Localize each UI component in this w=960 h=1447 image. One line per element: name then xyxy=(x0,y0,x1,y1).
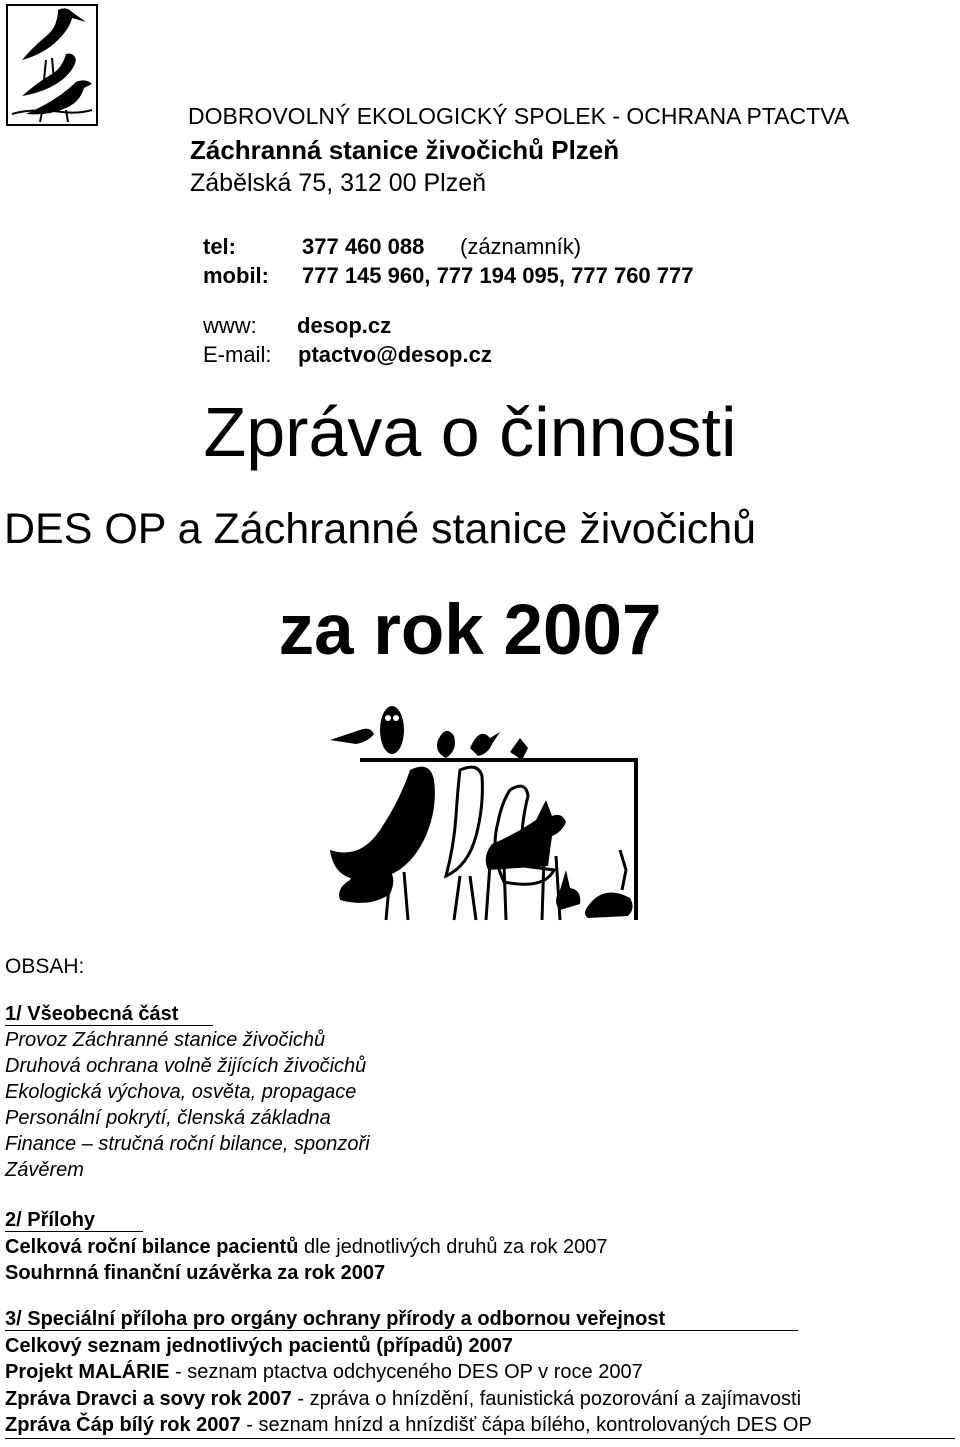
section2-item: Souhrnná finanční uzávěrka za rok 2007 xyxy=(5,1262,386,1284)
birds-logo-icon xyxy=(6,4,98,126)
section1-item: Personální pokrytí, členská základna xyxy=(5,1107,331,1129)
section3-item: Zpráva Čáp bílý rok 2007 - seznam hnízd a hnízdišť čápa bílého, kontrolovaných DES OP xyxy=(5,1414,812,1436)
section3-item: Projekt MALÁRIE - seznam ptactva odchyceného DES OP v roce 2007 xyxy=(5,1361,643,1383)
tel-note: (záznamník) xyxy=(460,234,582,259)
www-label: www: xyxy=(203,313,257,338)
mobile-value: 777 145 960, 777 194 095, 777 760 777 xyxy=(302,263,694,288)
www-value[interactable]: desop.cz xyxy=(297,313,392,338)
section3-item: Zpráva Dravci a sovy rok 2007 - zpráva o hnízdění, faunistická pozorování a zajímavosti xyxy=(5,1388,802,1410)
animals-illustration-icon xyxy=(320,700,640,925)
section3-item: Celkový seznam jednotlivých pacientů (případů) 2007 xyxy=(5,1335,513,1357)
station-name: Záchranná stanice živočichů Plzeň xyxy=(190,135,620,165)
org-name: DOBROVOLNÝ EKOLOGICKÝ SPOLEK - OCHRANA PTACTVA xyxy=(188,103,850,129)
section1-title: 1/ Všeobecná část xyxy=(5,1003,179,1025)
tel-value: 377 460 088 xyxy=(302,234,425,259)
section3-underline xyxy=(5,1330,798,1331)
section2-underline xyxy=(5,1231,143,1232)
address: Zábělská 75, 312 00 Plzeň xyxy=(190,169,487,197)
section1-item: Finance – stručná roční bilance, sponzoři xyxy=(5,1133,370,1155)
section1-item: Druhová ochrana volně žijících živočichů xyxy=(5,1055,367,1077)
section1-item: Závěrem xyxy=(5,1159,84,1181)
report-title: Zpráva o činnosti xyxy=(203,393,737,471)
report-subtitle: DES OP a Záchranné stanice živočichů xyxy=(4,505,757,553)
email-label: E-mail: xyxy=(203,342,272,367)
bottom-rule xyxy=(5,1438,955,1439)
section1-item: Provoz Záchranné stanice živočichů xyxy=(5,1029,326,1051)
toc-heading: OBSAH: xyxy=(5,955,85,978)
section2-title: 2/ Přílohy xyxy=(5,1209,96,1231)
tel-label: tel: xyxy=(203,234,236,259)
mobile-label: mobil: xyxy=(203,263,269,288)
section1-underline xyxy=(5,1025,213,1026)
section3-title: 3/ Speciální příloha pro orgány ochrany přírody a odbornou veřejnost xyxy=(5,1308,666,1330)
section1-item: Ekologická výchova, osvěta, propagace xyxy=(5,1081,357,1103)
section2-item: Celková roční bilance pacientů dle jednotlivých druhů za rok 2007 xyxy=(5,1236,608,1258)
report-year: za rok 2007 xyxy=(278,591,662,670)
email-value[interactable]: ptactvo@desop.cz xyxy=(298,342,492,367)
